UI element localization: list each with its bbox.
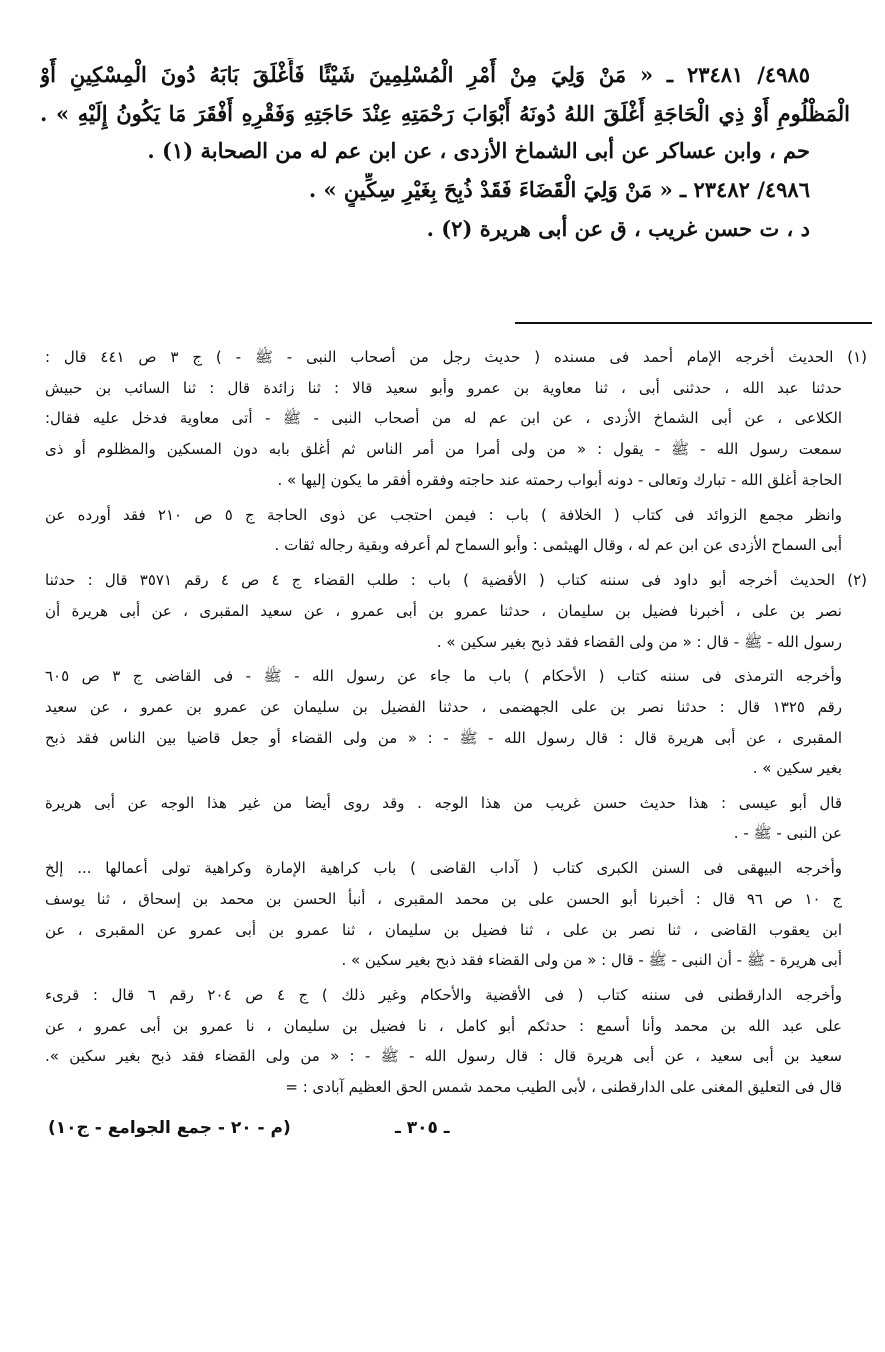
- hadith-4985-source: حم ، وابن عساكر عن أبى الشماخ الأزدى ، عن ابن عم له من الصحابة (١) .: [147, 138, 810, 163]
- footnote-2-line: قال فى التعليق المغنى على الدارقطنى ، لأبى الطيب محمد شمس الحق العظيم آبادى : =: [285, 1078, 842, 1096]
- footnote-2-line: نصر بن على ، أخبرنا فضيل بن سليمان ، حدثنا عمرو بن أبى عمرو ، عن سعيد المقبرى ، عن أبى هريرة أن: [45, 602, 842, 620]
- hadith-4986: ٤٩٨٦/ ٢٣٤٨٢ ـ « مَنْ وَلِيَ الْقَضَاءَ فَقَدْ ذُبِحَ بِغَيْرِ سِكِّينٍ » .: [308, 177, 810, 202]
- hadith-4986-source: د ، ت حسن غريب ، ق عن أبى هريرة (٢) .: [426, 216, 810, 241]
- footnote-separator: [515, 322, 872, 324]
- footnote-1-line: سمعت رسول الله - ﷺ - يقول : « من ولى أمرا من أمر الناس ثم أغلق بابه دون المسكين والمظلوم أو ذى: [45, 440, 842, 458]
- footnote-2-line: قال أبو عيسى : هذا حديث حسن غريب من هذا الوجه . وقد روى أيضا من غير هذا الوجه عن أبى هريرة: [45, 794, 842, 812]
- footnote-1-line: حدثنا عبد الله ، حدثنى أبى ، ثنا معاوية بن عمرو وأبو سعيد قالا : ثنا زائدة قال : ثنا السائب بن حبيش: [45, 379, 842, 397]
- footnote-1-line: الحاجة أغلق الله - تبارك وتعالى - دونه أبواب رحمته عند حاجته وفقره أفقر ما يكون إليها » .: [277, 471, 842, 489]
- footnote-2-line: أبى هريرة - ﷺ - أن النبى - ﷺ - قال : « من ولى القضاء فقد ذبح بغير سكين » .: [341, 951, 842, 969]
- footnote-2-line: سعيد بن أبى سعيد ، عن أبى هريرة قال : قال رسول الله - ﷺ - : « من ولى القضاء فقد ذبح بغير سكين ».: [45, 1047, 842, 1065]
- footnote-2-line: وأخرجه البيهقى فى السنن الكبرى كتاب ( آداب القاضى ) باب كراهية الإمارة وكراهية تولى أعمالها ... إلخ: [45, 859, 842, 877]
- footnote-2-line: المقبرى ، عن أبى هريرة قال : قال رسول الله - ﷺ - : « من ولى القضاء أو جعل قاضيا بين الناس فقد ذبح: [45, 729, 842, 747]
- signature-mark: (م - ٢٠ - جمع الجوامع - ج١٠): [48, 1118, 291, 1138]
- footnote-2-line: بغير سكين » .: [752, 759, 842, 777]
- footnote-2-line: عن النبى - ﷺ - .: [733, 824, 842, 842]
- footnote-2-line: ج ١٠ ص ٩٦ قال : أخبرنا أبو الحسن على بن محمد المقبرى ، أنبأ الحسن بن محمد بن إسحاق ، ثنا يوسف: [45, 890, 842, 908]
- page-number: ـ ٣٠٥ ـ: [395, 1118, 450, 1138]
- footnote-1-line: (١) الحديث أخرجه الإمام أحمد فى مسنده ( حديث رجل من أصحاب النبى - ﷺ - ) ج ٣ ص ٤٤١ قال :: [45, 348, 867, 366]
- footnote-1-line: الكلاعى ، عن أبى الشماخ الأزدى ، عن ابن عم له من أصحاب النبى - ﷺ - أتى معاوية فدخل عليه فقال:: [45, 409, 842, 427]
- footnote-2-line: على عبد الله بن محمد وأنا أسمع : حدثكم أبو كامل ، نا فضيل بن سليمان ، نا عمرو بن أبى عمرو ، عن: [45, 1017, 842, 1035]
- footnote-2-line: وأخرجه الترمذى فى سننه كتاب ( الأحكام ) باب ما جاء عن رسول الله - ﷺ - فى القاضى ج ٣ ص ٦٠٥: [45, 667, 842, 685]
- footnote-2-line: رقم ١٣٢٥ قال : حدثنا نصر بن على الجهضمى ، حدثنا الفضيل بن سليمان عن عمرو بن عمرو ، عن سعيد: [45, 698, 842, 716]
- footnote-1-line: أبى السماح الأزدى عن ابن عم له ، وقال الهيثمى : وأبو السماح لم أعرفه وبقية رجاله ثقات .: [274, 536, 842, 554]
- footnote-2-line: وأخرجه الدارقطنى فى سننه كتاب ( فى الأقضية والأحكام وغير ذلك ) ج ٤ ص ٢٠٤ رقم ٦ قال : قرىء: [45, 986, 842, 1004]
- footnote-2-line: ابن يعقوب القاضى ، ثنا نصر بن على ، ثنا فضيل بن سليمان ، ثنا عمرو بن أبى عمرو عن المقبرى ، عن: [45, 921, 842, 939]
- footnote-1-line: وانظر مجمع الزوائد فى كتاب ( الخلافة ) باب : فيمن احتجب عن ذوى الحاجة ج ٥ ص ٢١٠ فقد أورده عن: [45, 506, 842, 524]
- hadith-4985-line-2: الْمَظْلُومِ أَوْ ذِي الْحَاجَةِ أَغْلَقَ اللهُ دُونَهُ أَبْوَابَ رَحْمَتِهِ عِنْدَ حَاجَتِهِ وَفَقْرِهِ أَفْقَرَ مَا يَكُونُ إِلَيْهِ » .: [40, 101, 850, 126]
- footnote-2-line: رسول الله - ﷺ - قال : « من ولى القضاء فقد ذبح بغير سكين » .: [436, 633, 842, 651]
- footnote-2-line: (٢) الحديث أخرجه أبو داود فى سننه كتاب ( الأقضية ) باب : طلب القضاء ج ٤ ص ٤ رقم ٣٥٧١ قال : حدثنا: [45, 571, 867, 589]
- hadith-4985-line-1: ٤٩٨٥/ ٢٣٤٨١ ـ « مَنْ وَلِيَ مِنْ أَمْرِ الْمُسْلِمِينَ شَيْئًا فَأَغْلَقَ بَابَهُ دُونَ الْمِسْكِينِ أَوْ: [40, 62, 810, 87]
